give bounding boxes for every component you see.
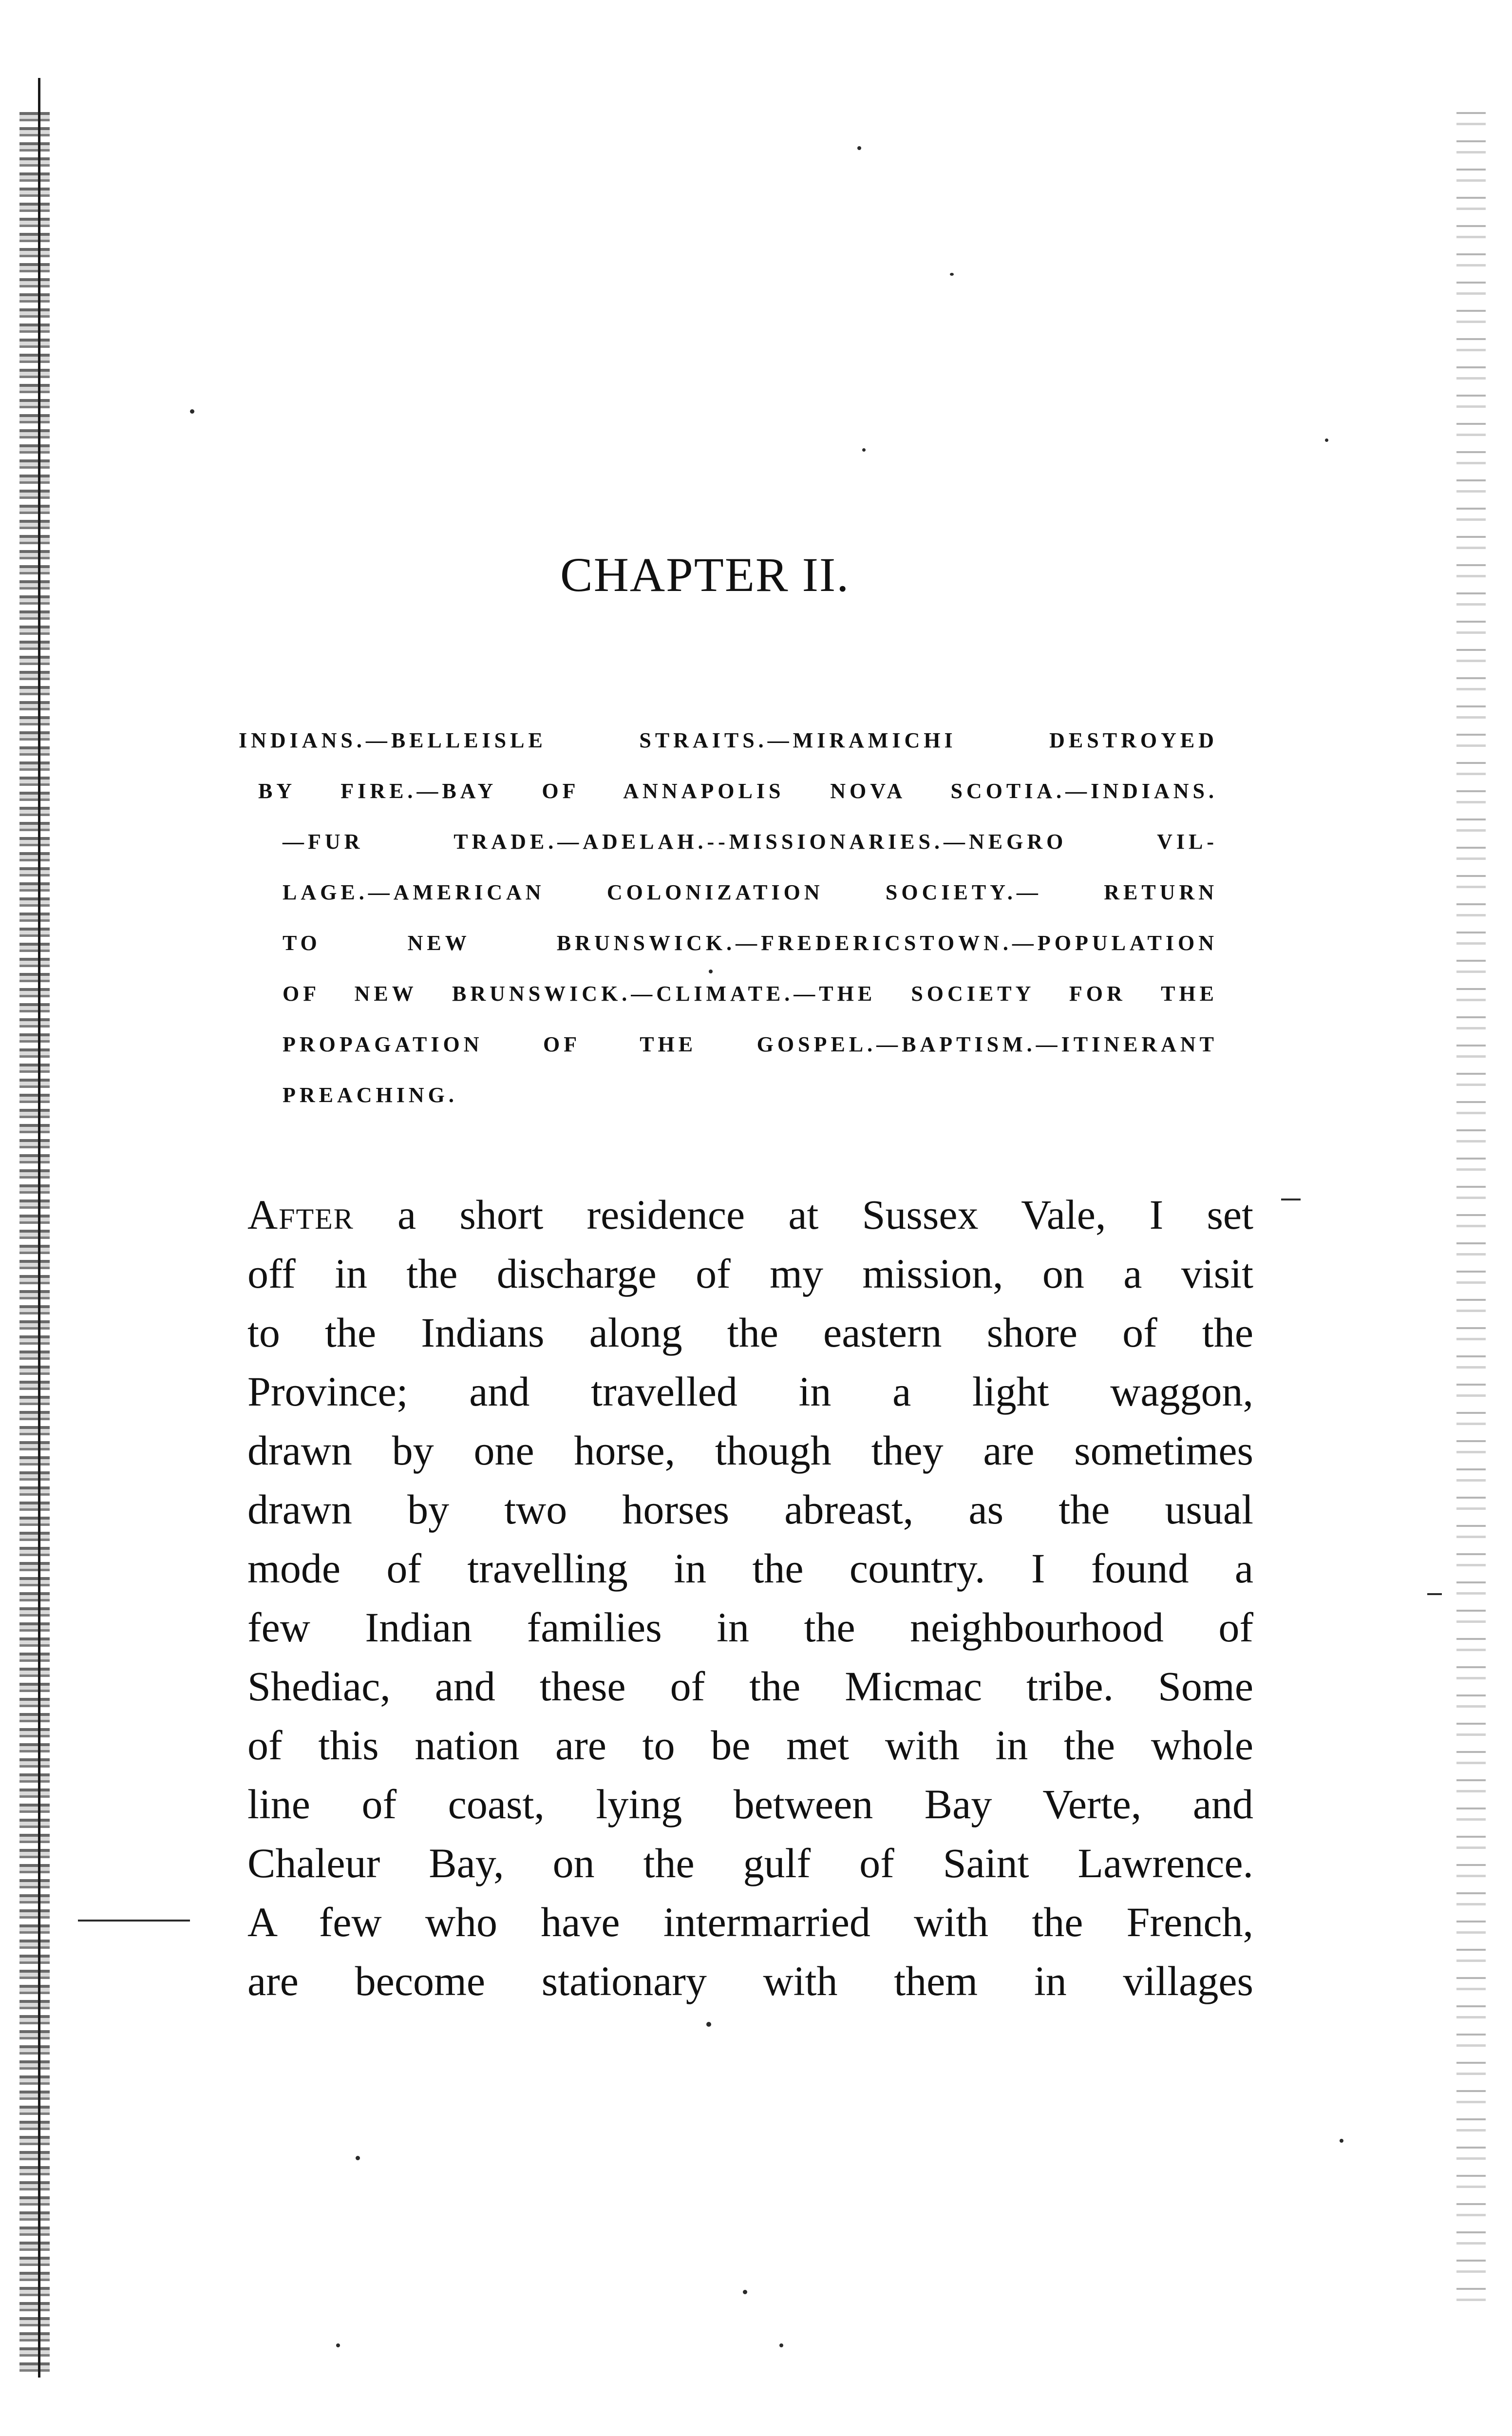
scan-speck (1325, 438, 1328, 442)
body-paragraph (247, 1185, 1253, 2011)
binding-edge-line (38, 78, 40, 2378)
scan-speck (743, 2290, 747, 2294)
body-line: drawn by one horse, though they are sometimes (247, 1427, 1253, 1474)
scan-stroke (1427, 1593, 1442, 1595)
body-line: to the Indians along the eastern shore of the (247, 1309, 1253, 1356)
synopsis-line: PREACHING. (283, 1083, 458, 1107)
chapter-synopsis (239, 715, 1218, 1121)
synopsis-line: BY FIRE.—BAY OF ANNAPOLIS NOVA SCOTIA.—INDIANS. (258, 779, 1218, 803)
body-line: off in the discharge of my mission, on a visit (247, 1250, 1253, 1297)
body-line: drawn by two horses abreast, as the usual (247, 1486, 1253, 1533)
synopsis-line: PROPAGATION OF THE GOSPEL.—BAPTISM.—ITINERANT (283, 1032, 1218, 1056)
body-line: mode of travelling in the country. I found a (247, 1545, 1253, 1592)
scan-speck (709, 970, 713, 973)
synopsis-line: LAGE.—AMERICAN COLONIZATION SOCIETY.— RETURN (283, 880, 1218, 904)
body-line: Province; and travelled in a light waggon, (247, 1368, 1253, 1415)
body-line: are become stationary with them in villages (247, 1958, 1253, 2004)
body-line: Shediac, and these of the Micmac tribe. Some (247, 1663, 1253, 1710)
right-margin-bleedthrough (1456, 112, 1486, 2304)
synopsis-line: —FUR TRADE.—ADELAH.--MISSIONARIES.—NEGRO VIL- (283, 830, 1218, 854)
body-line (247, 1185, 1253, 1244)
opening-word: After (247, 1191, 354, 1238)
scan-speck (356, 2156, 360, 2160)
scan-speck (862, 448, 866, 452)
binding-edge-shadow (19, 112, 50, 2373)
scan-stroke (78, 1920, 190, 1922)
scan-stroke (1281, 1199, 1301, 1200)
body-line: few Indian families in the neighbourhood of (247, 1604, 1253, 1651)
synopsis-line: INDIANS.—BELLEISLE STRAITS.—MIRAMICHI DESTROYED (239, 728, 1218, 752)
scan-speck (779, 2343, 783, 2347)
synopsis-line: OF NEW BRUNSWICK.—CLIMATE.—THE SOCIETY FOR THE (283, 982, 1218, 1006)
body-line: line of coast, lying between Bay Verte, and (247, 1781, 1253, 1827)
scan-speck (1340, 2139, 1343, 2143)
scan-speck (336, 2343, 340, 2347)
synopsis-line: TO NEW BRUNSWICK.—FREDERICSTOWN.—POPULATION (283, 931, 1218, 955)
first-line-text: a short residence at Sussex Vale, I set (354, 1191, 1253, 1238)
body-line: A few who have intermarried with the French, (247, 1899, 1253, 1945)
scan-speck (190, 409, 194, 414)
scan-speck (857, 146, 861, 150)
chapter-title: CHAPTER II. (560, 548, 850, 602)
scan-speck (706, 2022, 711, 2027)
body-line: of this nation are to be met with in the whole (247, 1722, 1253, 1769)
scan-speck (950, 273, 954, 276)
body-line: Chaleur Bay, on the gulf of Saint Lawrence. (247, 1840, 1253, 1886)
